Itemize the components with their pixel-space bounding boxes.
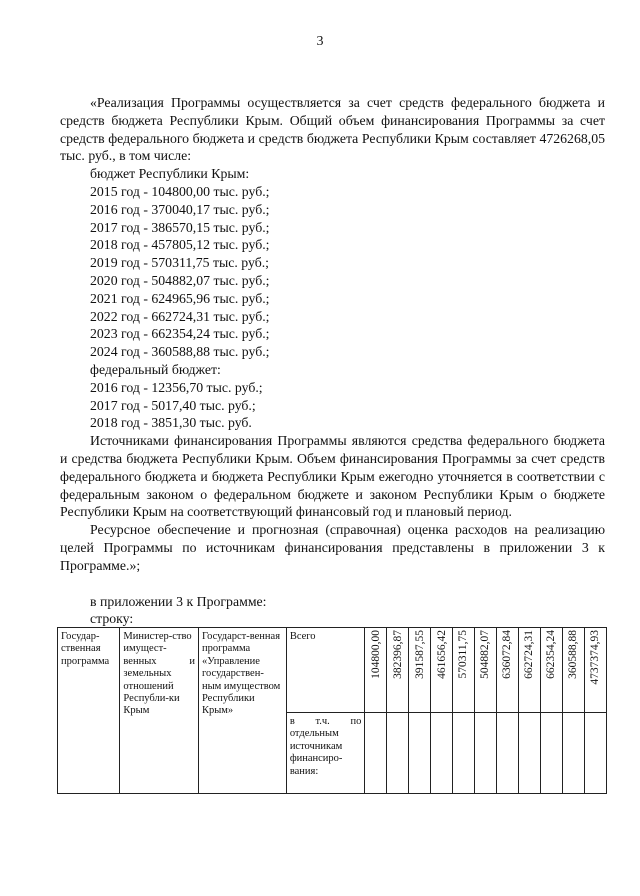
appendix-line: в приложении 3 к Программе:: [90, 593, 267, 609]
empty-cell: [562, 713, 584, 794]
federal-budget-item: 2018 год - 3851,30 тыс. руб.: [90, 415, 252, 431]
program-type-cell: [58, 628, 120, 794]
total-label-cell: [286, 628, 365, 713]
sub-label: в т.ч. по отдельным источникам финансиро-вания:: [289, 716, 362, 777]
empty-cell: [365, 713, 387, 794]
value-cell: [365, 628, 387, 713]
value-cell: [475, 628, 497, 713]
crimea-budget-item: 2022 год - 662724,31 тыс. руб.;: [90, 308, 270, 324]
program-type-text: Государ-ственная программа: [61, 631, 110, 667]
crimea-budget-item: 2024 год - 360588,88 тыс. руб.;: [90, 344, 270, 360]
empty-cell: [453, 713, 475, 794]
crimea-budget-item: 2016 год - 370040,17 тыс. руб.;: [90, 201, 270, 217]
value-total: 4737374,93: [589, 630, 602, 685]
value-cell: [519, 628, 541, 713]
value-2024: 360588,88: [567, 630, 580, 679]
empty-cell: [387, 713, 409, 794]
sub-label-cell: [286, 713, 365, 794]
empty-cell: [584, 713, 606, 794]
value-cell: [453, 628, 475, 713]
crimea-budget-item: 2019 год - 570311,75 тыс. руб.;: [90, 255, 270, 271]
row-line: строку:: [90, 611, 134, 627]
value-cell: [562, 628, 584, 713]
value-2017: 391587,55: [413, 630, 426, 679]
empty-cell: [409, 713, 431, 794]
sources-paragraph: Источниками финансирования Программы являются средства федерального бюджета и средства бюджета Республики Крым. Объем финансирования Программы за счет средств федерального бюджета и бюджета Республики Крым ежегодно уточняется в соответствии с федеральным законом о федеральном бюджете и законом Республики Крым о бюджете Республики Крым на соответствующий финансовый год и плановый период.: [60, 433, 605, 520]
value-2019: 570311,75: [457, 630, 470, 679]
value-2018: 461656,42: [435, 630, 448, 679]
crimea-budget-heading: бюджет Республики Крым:: [90, 166, 250, 182]
federal-budget-item: 2017 год - 5017,40 тыс. руб.;: [90, 397, 256, 413]
value-2021: 636072,84: [501, 630, 514, 679]
intro-paragraph: «Реализация Программы осуществляется за счет средств федерального бюджета и средств бюджета Республики Крым. Общий объем финансирования Программы за счет средств федерального бюджета и средств бюджета Республики Крым составляет 4726268,05 тыс. руб., в том числе:: [60, 95, 605, 164]
empty-cell: [541, 713, 563, 794]
program-row-table: [57, 627, 607, 794]
ministry-text: Министер-ство имущест-венных и земельных отношений Республи-ки Крым: [123, 631, 195, 717]
empty-cell: [519, 713, 541, 794]
document-body: [60, 94, 605, 628]
crimea-budget-item: 2018 год - 457805,12 тыс. руб.;: [90, 237, 270, 253]
total-label: Всего: [289, 631, 316, 642]
ministry-cell: [120, 628, 199, 794]
value-cell: [584, 628, 606, 713]
crimea-budget-list: [60, 183, 605, 361]
value-cell: [541, 628, 563, 713]
value-cell: [431, 628, 453, 713]
empty-cell: [497, 713, 519, 794]
federal-budget-item: 2016 год - 12356,70 тыс. руб.;: [90, 379, 263, 395]
value-2015: 104800,00: [369, 630, 382, 679]
value-cell: [387, 628, 409, 713]
value-cell: [497, 628, 519, 713]
value-2016: 382396,87: [391, 630, 404, 679]
crimea-budget-item: 2017 год - 386570,15 тыс. руб.;: [90, 219, 270, 235]
empty-cell: [475, 713, 497, 794]
crimea-budget-item: 2021 год - 624965,96 тыс. руб.;: [90, 290, 270, 306]
value-cell: [409, 628, 431, 713]
federal-budget-heading: федеральный бюджет:: [90, 361, 221, 377]
program-name-text: Государст-венная программа «Управление государствен-ным имуществом Республики Крым»: [201, 631, 281, 717]
crimea-budget-item: 2020 год - 504882,07 тыс. руб.;: [90, 272, 270, 288]
program-name-cell: [198, 628, 286, 794]
page-number: 3: [316, 34, 324, 49]
crimea-budget-item: 2023 год - 662354,24 тыс. руб.;: [90, 326, 270, 342]
resources-paragraph: Ресурсное обеспечение и прогнозная (справочная) оценка расходов на реализацию целей Программы по источникам финансирования представлены в приложении 3 к Программе.»;: [60, 522, 605, 573]
empty-cell: [431, 713, 453, 794]
value-2022: 662724,31: [523, 630, 536, 679]
crimea-budget-item: 2015 год - 104800,00 тыс. руб.;: [90, 183, 270, 199]
federal-budget-list: [60, 379, 605, 432]
value-2020: 504882,07: [479, 630, 492, 679]
value-2023: 662354,24: [545, 630, 558, 679]
